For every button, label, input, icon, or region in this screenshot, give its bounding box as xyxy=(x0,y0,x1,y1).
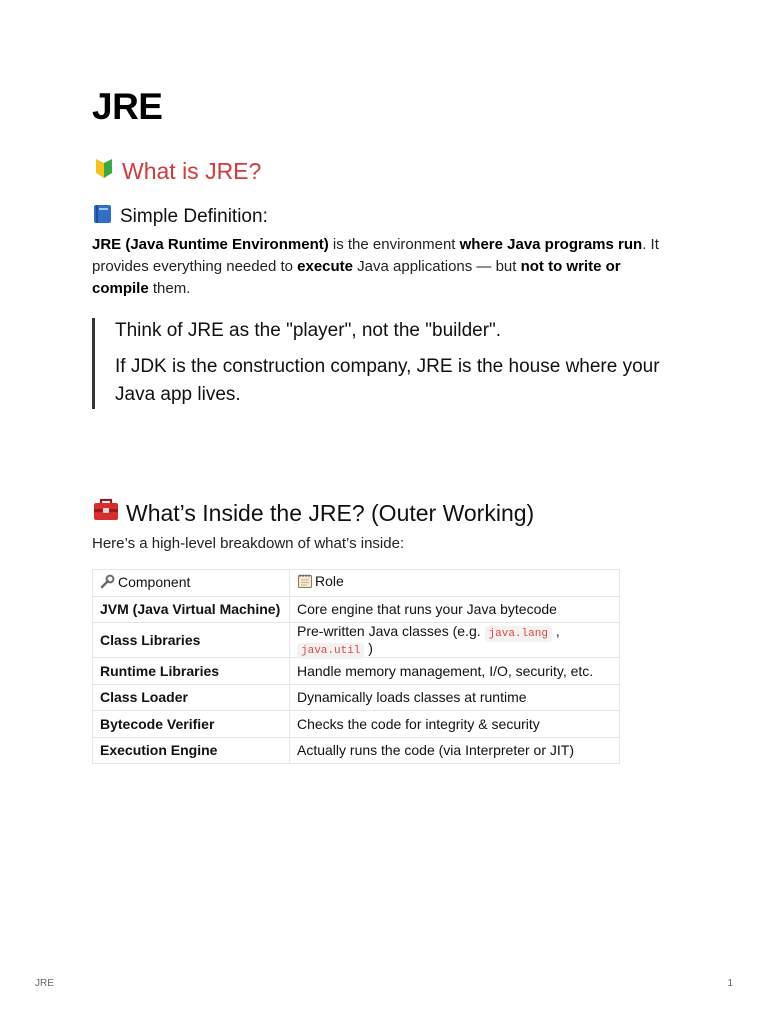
inline-code: java.lang xyxy=(485,626,552,642)
sub-heading-text: Simple Definition: xyxy=(120,206,268,227)
role-cell xyxy=(290,623,620,658)
role-text: Pre-written Java classes (e.g. xyxy=(297,623,485,639)
paragraph-text: them. xyxy=(148,280,191,297)
spiral-notepad-icon xyxy=(297,573,313,592)
sub-heading-simple-definition xyxy=(92,203,268,231)
section-heading-what-is-jre xyxy=(92,156,261,186)
paragraph-text: Java applications — but xyxy=(353,258,521,275)
table-row xyxy=(93,623,620,658)
bold-text: execute xyxy=(297,258,354,275)
role-cell: Handle memory management, I/O, security, etc. xyxy=(290,658,620,685)
column-header-text: Component xyxy=(118,573,191,590)
paragraph-text: is the environment xyxy=(328,236,460,253)
paragraph-text: . It provides everything needed to xyxy=(92,236,659,275)
toolbox-icon xyxy=(92,497,120,529)
blue-book-icon xyxy=(92,203,114,231)
component-cell: Class Libraries xyxy=(93,623,290,658)
blockquote xyxy=(92,318,670,409)
section-heading-text: What’s Inside the JRE? (Outer Working) xyxy=(126,499,535,526)
column-header-text: Role xyxy=(315,573,344,590)
role-cell: Checks the code for integrity & security xyxy=(290,711,620,738)
role-text: , xyxy=(551,623,560,639)
component-cell: Class Loader xyxy=(93,684,290,711)
wrench-icon xyxy=(100,574,115,592)
page-title: JRE xyxy=(92,86,163,127)
component-cell: JVM (Java Virtual Machine) xyxy=(93,596,290,623)
role-cell: Core engine that runs your Java bytecode xyxy=(290,596,620,623)
quote-line: Think of JRE as the "player", not the "builder". xyxy=(115,320,502,341)
table-row xyxy=(93,596,620,623)
column-header-role xyxy=(290,570,620,597)
table-row xyxy=(93,658,620,685)
component-cell: Execution Engine xyxy=(93,737,290,764)
table-row xyxy=(93,711,620,738)
column-header-component xyxy=(93,570,290,597)
section-heading-text: What is JRE? xyxy=(122,157,262,184)
components-table xyxy=(92,569,620,764)
quote-line: If JDK is the construction company, JRE is the house where your Java app lives. xyxy=(115,356,660,405)
footer-page-number: 1 xyxy=(727,978,733,989)
role-text: ) xyxy=(364,640,373,656)
inline-code: java.util xyxy=(297,643,364,659)
bold-text: not to write or compile xyxy=(92,258,621,297)
component-cell: Runtime Libraries xyxy=(93,658,290,685)
component-cell: Bytecode Verifier xyxy=(93,711,290,738)
bold-text: JRE (Java Runtime Environment) xyxy=(92,236,329,253)
table-row xyxy=(93,737,620,764)
definition-paragraph xyxy=(92,234,667,300)
section-heading-whats-inside xyxy=(92,497,534,529)
role-cell: Dynamically loads classes at runtime xyxy=(290,684,620,711)
role-cell: Actually runs the code (via Interpreter or JIT) xyxy=(290,737,620,764)
table-header-row xyxy=(93,570,620,597)
table-row xyxy=(93,684,620,711)
bold-text: where Java programs run xyxy=(459,236,643,253)
footer-doc-title: JRE xyxy=(35,978,54,989)
lead-text: Here’s a high-level breakdown of what’s inside: xyxy=(92,535,405,552)
beginner-badge-icon xyxy=(92,156,116,186)
